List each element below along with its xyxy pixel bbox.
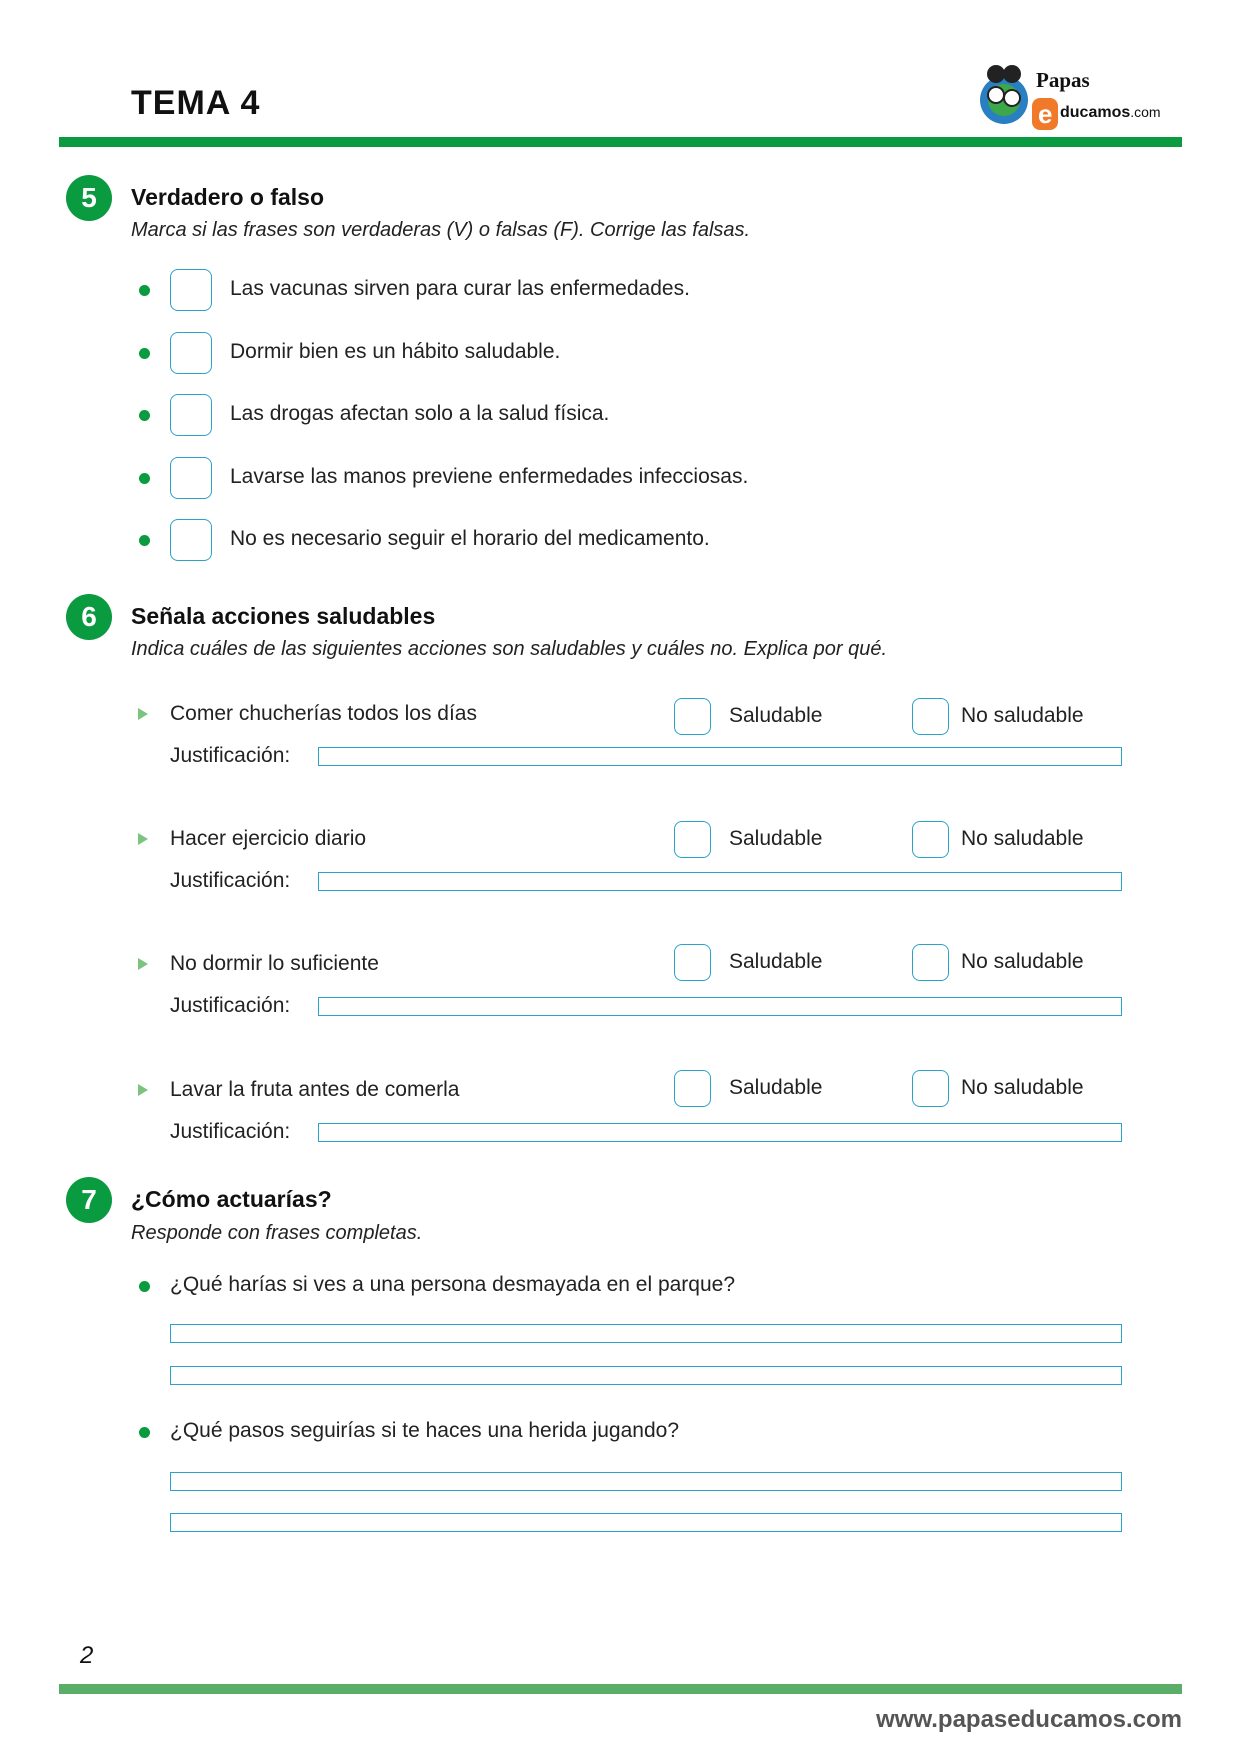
action-text: No dormir lo suficiente xyxy=(170,952,379,975)
section-instructions: Responde con frases completas. xyxy=(131,1222,423,1244)
action-text: Lavar la fruta antes de comerla xyxy=(170,1078,460,1101)
bullet-icon xyxy=(139,285,150,296)
section-number-badge: 7 xyxy=(66,1177,112,1223)
footer-divider xyxy=(59,1684,1182,1694)
saludable-checkbox[interactable] xyxy=(674,698,711,735)
saludable-label: Saludable xyxy=(729,950,823,973)
statement: Lavarse las manos previene enfermedades infecciosas. xyxy=(230,465,749,488)
section-instructions: Indica cuáles de las siguientes acciones son saludables y cuáles no. Explica por qué. xyxy=(131,638,888,660)
justification-input[interactable] xyxy=(318,872,1122,891)
no-saludable-checkbox[interactable] xyxy=(912,821,949,858)
saludable-checkbox[interactable] xyxy=(674,1070,711,1107)
justification-label: Justificación: xyxy=(170,744,291,767)
no-saludable-label: No saludable xyxy=(961,950,1084,973)
statement: Las vacunas sirven para curar las enfermedades. xyxy=(230,277,690,300)
saludable-label: Saludable xyxy=(729,704,823,727)
saludable-checkbox[interactable] xyxy=(674,944,711,981)
papaseducamos-logo xyxy=(978,60,1183,132)
section-title: Señala acciones saludables xyxy=(131,603,436,629)
section-title: Verdadero o falso xyxy=(131,184,325,210)
bullet-icon xyxy=(139,348,150,359)
section-title: ¿Cómo actuarías? xyxy=(131,1186,332,1212)
website-link[interactable]: www.papaseducamos.com xyxy=(876,1706,1182,1733)
section-number-badge: 5 xyxy=(66,175,112,221)
no-saludable-checkbox[interactable] xyxy=(912,698,949,735)
answer-line[interactable] xyxy=(170,1513,1122,1532)
answer-line[interactable] xyxy=(170,1324,1122,1343)
page-number: 2 xyxy=(80,1642,94,1669)
svg-text:Papas: Papas xyxy=(1036,68,1090,92)
no-saludable-checkbox[interactable] xyxy=(912,944,949,981)
true-false-box[interactable] xyxy=(170,457,212,499)
section-number-badge: 6 xyxy=(66,594,112,640)
no-saludable-label: No saludable xyxy=(961,704,1084,727)
bullet-icon xyxy=(139,473,150,484)
answer-line[interactable] xyxy=(170,1366,1122,1385)
no-saludable-checkbox[interactable] xyxy=(912,1070,949,1107)
saludable-label: Saludable xyxy=(729,827,823,850)
justification-label: Justificación: xyxy=(170,1120,291,1143)
triangle-bullet-icon xyxy=(138,1084,148,1096)
no-saludable-label: No saludable xyxy=(961,827,1084,850)
true-false-box[interactable] xyxy=(170,394,212,436)
section-instructions: Marca si las frases son verdaderas (V) o falsas (F). Corrige las falsas. xyxy=(131,219,751,241)
bullet-icon xyxy=(139,535,150,546)
action-text: Comer chucherías todos los días xyxy=(170,702,477,725)
justification-label: Justificación: xyxy=(170,994,291,1017)
answer-line[interactable] xyxy=(170,1472,1122,1491)
true-false-box[interactable] xyxy=(170,332,212,374)
true-false-box[interactable] xyxy=(170,519,212,561)
bullet-icon xyxy=(139,1427,150,1438)
header-divider xyxy=(59,137,1182,147)
triangle-bullet-icon xyxy=(138,958,148,970)
justification-label: Justificación: xyxy=(170,869,291,892)
bullet-icon xyxy=(139,1281,150,1292)
svg-text:e: e xyxy=(1038,99,1053,129)
action-text: Hacer ejercicio diario xyxy=(170,827,367,850)
no-saludable-label: No saludable xyxy=(961,1076,1084,1099)
true-false-box[interactable] xyxy=(170,269,212,311)
svg-text:ducamos.com: ducamos.com xyxy=(1060,104,1161,121)
statement: Las drogas afectan solo a la salud física. xyxy=(230,402,610,425)
triangle-bullet-icon xyxy=(138,708,148,720)
statement: Dormir bien es un hábito saludable. xyxy=(230,340,561,363)
question-text: ¿Qué harías si ves a una persona desmayada en el parque? xyxy=(170,1273,736,1296)
saludable-checkbox[interactable] xyxy=(674,821,711,858)
bullet-icon xyxy=(139,410,150,421)
statement: No es necesario seguir el horario del medicamento. xyxy=(230,527,710,550)
justification-input[interactable] xyxy=(318,747,1122,766)
question-text: ¿Qué pasos seguirías si te haces una herida jugando? xyxy=(170,1419,679,1442)
saludable-label: Saludable xyxy=(729,1076,823,1099)
triangle-bullet-icon xyxy=(138,833,148,845)
page-title: TEMA 4 xyxy=(131,84,261,122)
justification-input[interactable] xyxy=(318,997,1122,1016)
justification-input[interactable] xyxy=(318,1123,1122,1142)
